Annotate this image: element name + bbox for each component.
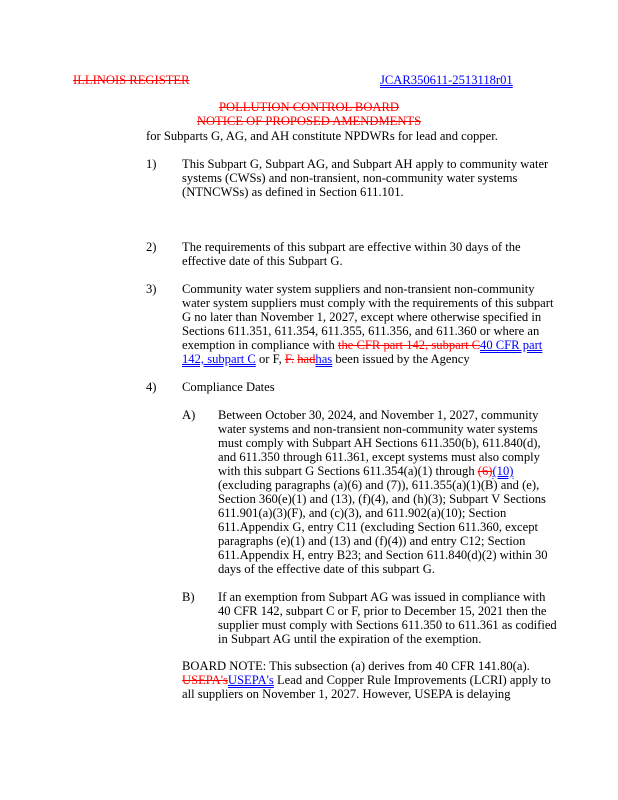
header-jcar: JCAR350611-2513118r01 bbox=[380, 73, 513, 87]
item3-text: or F, bbox=[255, 352, 285, 366]
inserted-text: 142, subpart C bbox=[182, 352, 256, 366]
item-number: 4) bbox=[146, 380, 157, 394]
itemA-line: and 611.350 through 611.361, except systems must also comply bbox=[218, 450, 540, 464]
item-number: 1) bbox=[146, 157, 157, 171]
subitem-letter: B) bbox=[182, 590, 195, 604]
itemA-line: must comply with Subpart AH Sections 611.350(b), 611.840(d), bbox=[218, 436, 541, 450]
header-register: ILLINOIS REGISTER bbox=[73, 73, 190, 87]
deleted-text: USEPA's bbox=[182, 673, 228, 687]
item3-text: been issued by the Agency bbox=[332, 352, 470, 366]
item3-line-amended bbox=[182, 338, 542, 352]
title-board: POLLUTION CONTROL BOARD bbox=[218, 100, 400, 114]
itemA-line: 611.Appendix G, entry C11 (excluding Section 611.360, except bbox=[218, 520, 539, 534]
itemB-line: supplier must comply with Sections 611.350 to 611.361 as codified bbox=[218, 618, 557, 632]
item1-line: This Subpart G, Subpart AG, and Subpart AH apply to community water bbox=[182, 157, 549, 171]
itemA-line: water systems and non-transient non-community water systems bbox=[218, 422, 538, 436]
itemA-line: 611.Appendix H, entry B23; and Section 611.840(d)(2) within 30 bbox=[218, 548, 548, 562]
item1-line: systems (CWSs) and non-transient, non-community water systems bbox=[182, 171, 518, 185]
deleted-text: had bbox=[297, 352, 316, 366]
item3-line: G no later than November 1, 2027, except where otherwise specified in bbox=[182, 310, 542, 324]
item4-title: Compliance Dates bbox=[182, 380, 275, 394]
itemA-line: days of the effective date of this subpart G. bbox=[218, 562, 435, 576]
inserted-text: 40 CFR part bbox=[480, 338, 543, 352]
deleted-text: F. bbox=[284, 352, 295, 366]
inserted-text: has bbox=[315, 352, 333, 366]
title-notice: NOTICE OF PROPOSED AMENDMENTS bbox=[196, 114, 422, 128]
item-number: 3) bbox=[146, 282, 157, 296]
item3-line: Community water system suppliers and non-transient non-community bbox=[182, 282, 535, 296]
item-number: 2) bbox=[146, 240, 157, 254]
item3-line-amended bbox=[182, 352, 470, 366]
itemA-line: Between October 30, 2024, and November 1, 2027, community bbox=[218, 408, 539, 422]
itemB-line: 40 CFR 142, subpart C or F, prior to December 15, 2021 then the bbox=[218, 604, 547, 618]
item3-line: Sections 611.351, 611.354, 611.355, 611.356, and 611.360 or where an bbox=[182, 324, 540, 338]
item3-text: exemption in compliance with bbox=[182, 338, 338, 352]
board-note-line: BOARD NOTE: This subsection (a) derives from 40 CFR 141.80(a). bbox=[182, 659, 530, 673]
deleted-text: the CFR part 142, subpart C bbox=[337, 338, 481, 352]
board-note-line-amended bbox=[182, 673, 551, 687]
itemA-line: 611.901(a)(3)(F), and (c)(3), and 611.902(a)(10); Section bbox=[218, 506, 507, 520]
itemA-line: paragraphs (e)(1) and (13) and (f)(4)) and entry C12; Section bbox=[218, 534, 526, 548]
inserted-text: USEPA's bbox=[227, 673, 274, 687]
item1-line: (NTNCWSs) as defined in Section 611.101. bbox=[182, 185, 404, 199]
intro-line: for Subparts G, AG, and AH constitute NPDWRs for lead and copper. bbox=[146, 129, 498, 143]
item3-line: water system suppliers must comply with the requirements of this subpart bbox=[182, 296, 554, 310]
subitem-letter: A) bbox=[182, 408, 196, 422]
itemA-line: (excluding paragraphs (a)(6) and (7)), 611.355(a)(1)(B) and (e), bbox=[218, 478, 540, 492]
item2-line: The requirements of this subpart are effective within 30 days of the bbox=[182, 240, 521, 254]
itemA-line-amended bbox=[218, 464, 513, 478]
itemA-line: Section 360(e)(1) and (13), (f)(4), and (h)(3); Subpart V Sections bbox=[218, 492, 546, 506]
board-note-text: Lead and Copper Rule Improvements (LCRI) apply to bbox=[273, 673, 551, 687]
itemB-line: in Subpart AG until the expiration of the exemption. bbox=[218, 632, 482, 646]
itemA-text: with this subpart G Sections 611.354(a)(1) through bbox=[218, 464, 478, 478]
item2-line: effective date of this Subpart G. bbox=[182, 254, 343, 268]
deleted-text: (6) bbox=[477, 464, 493, 478]
board-note-line: all suppliers on November 1, 2027. However, USEPA is delaying bbox=[182, 687, 511, 701]
inserted-text: (10) bbox=[492, 464, 514, 478]
itemB-line: If an exemption from Subpart AG was issued in compliance with bbox=[218, 590, 546, 604]
